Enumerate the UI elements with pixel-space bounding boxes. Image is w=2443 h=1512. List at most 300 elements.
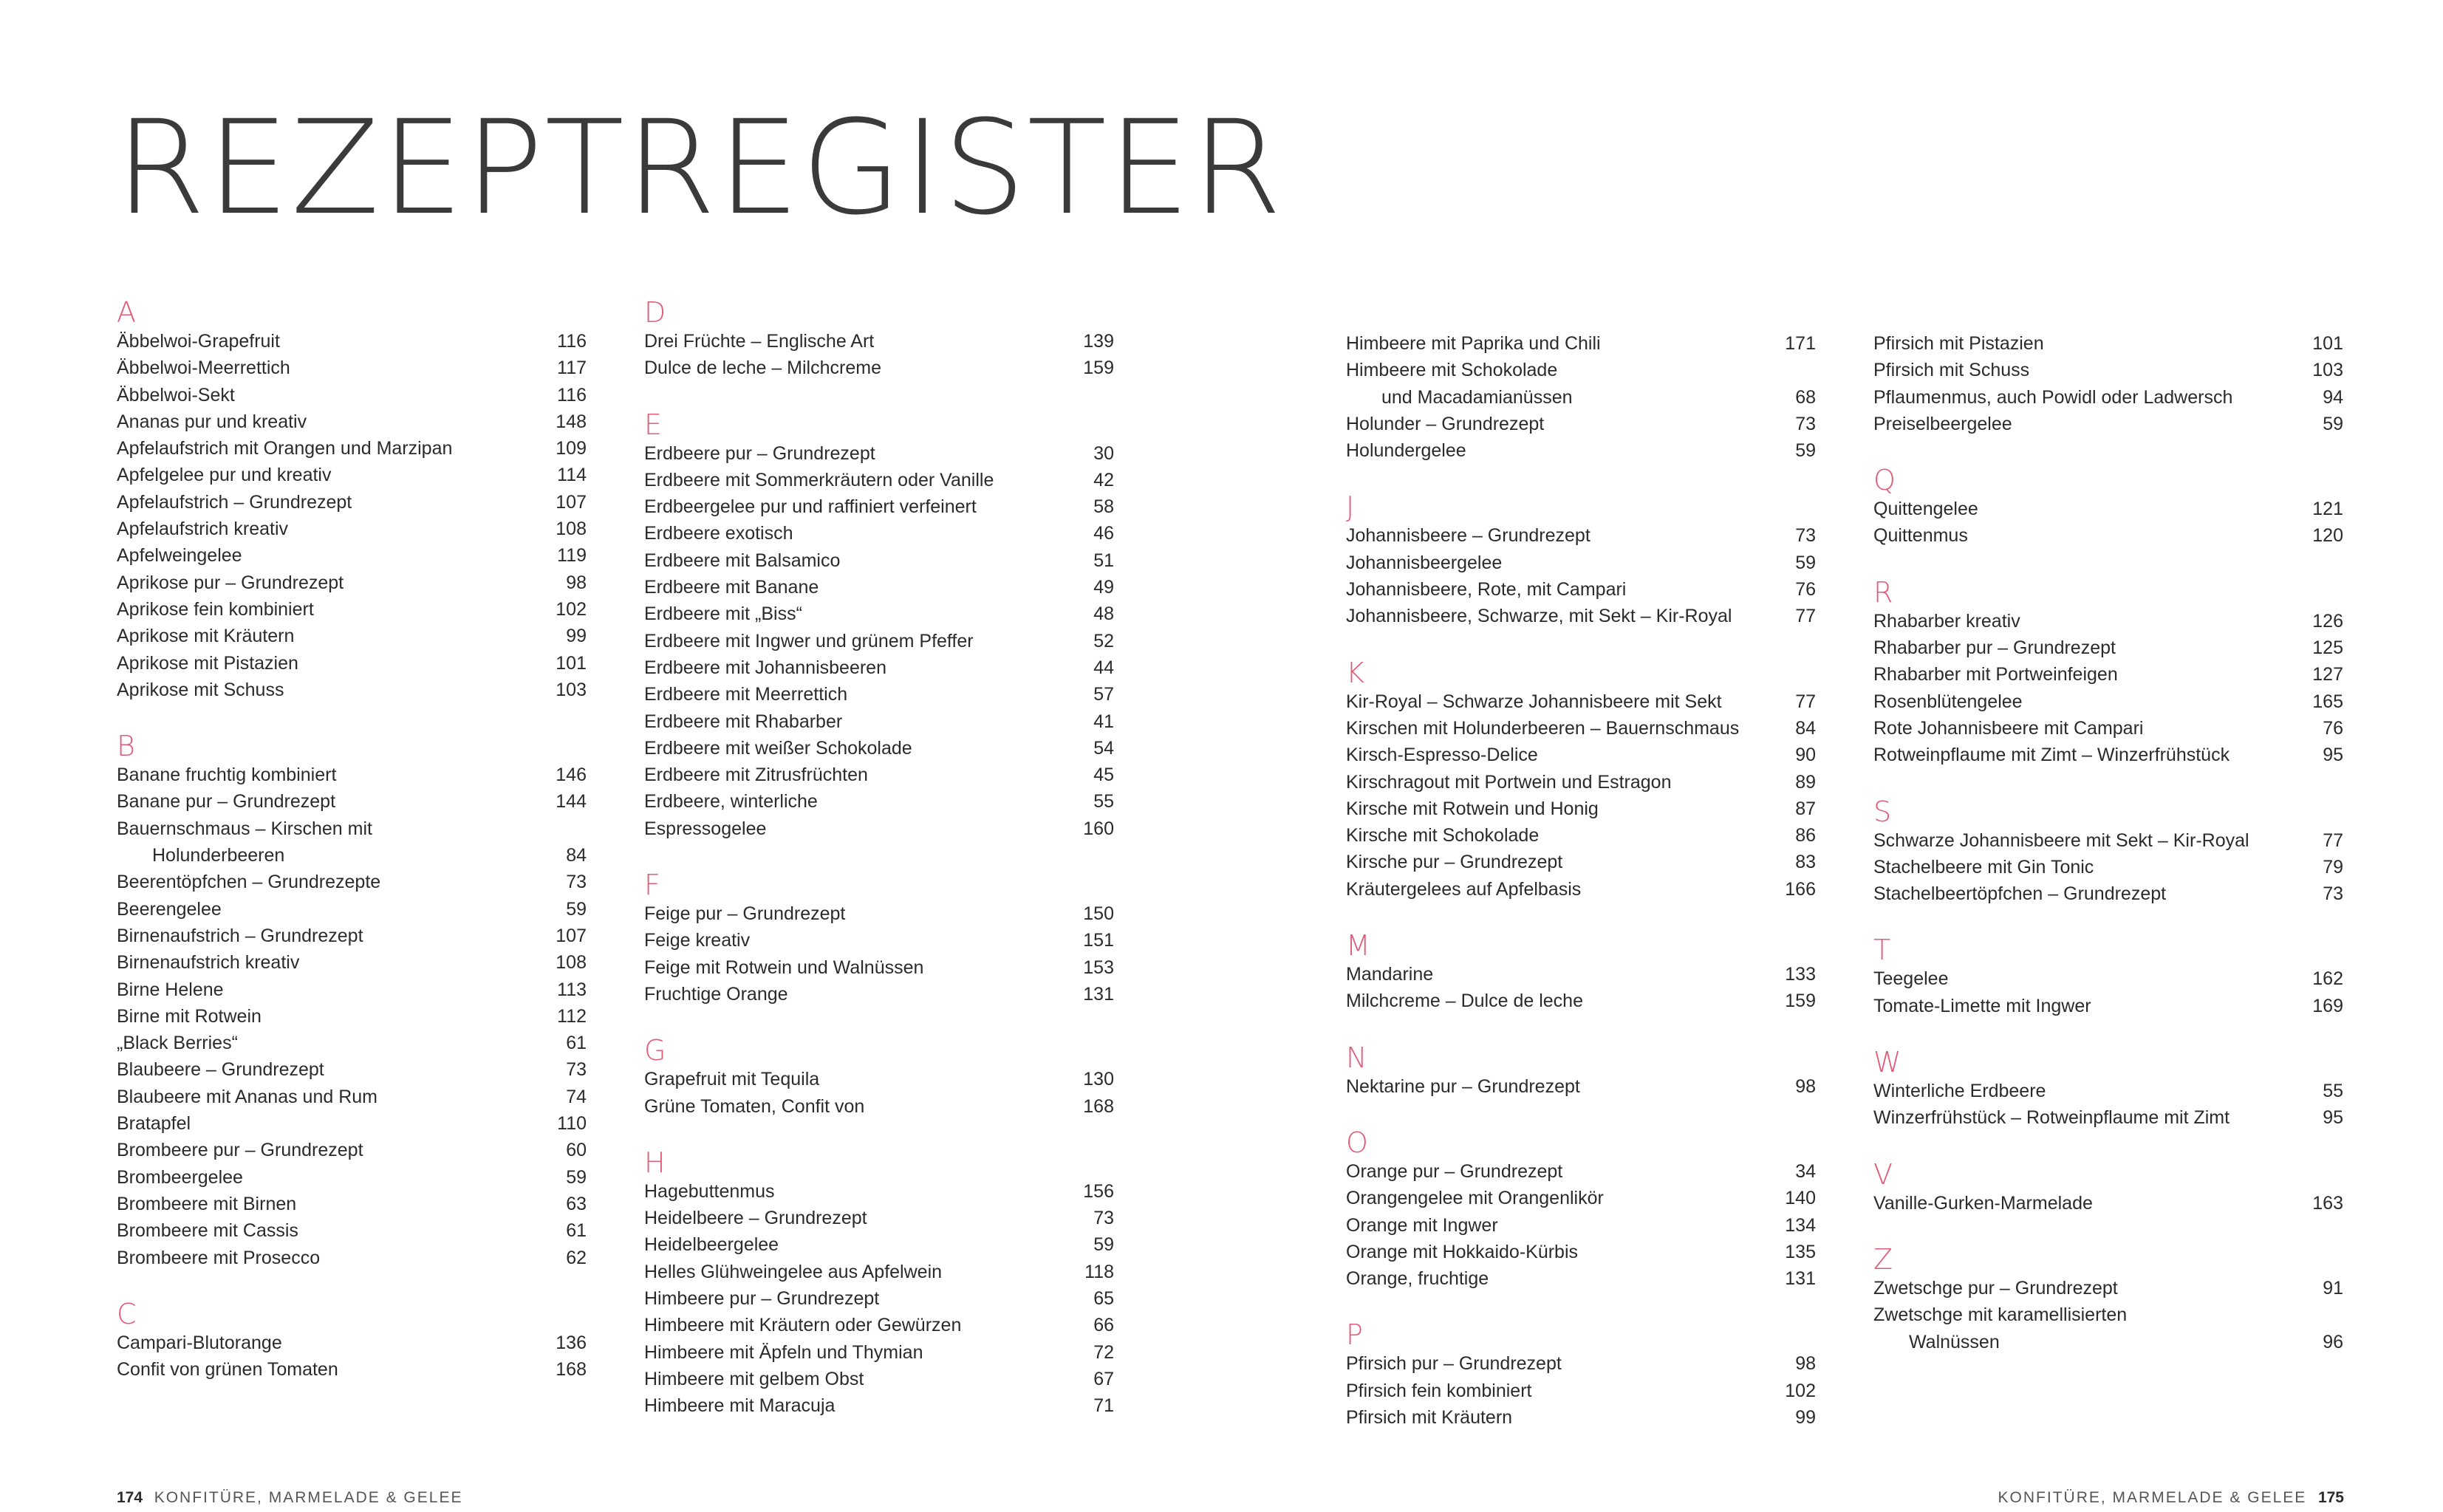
entry-name-wrap [1873,1275,2284,1301]
entry-name: Dulce de leche – Milchcreme [644,358,881,379]
entry-name: Pfirsich mit Pistazien [1873,333,2044,354]
entry-name: Apfelgelee pur und kreativ [117,465,332,486]
entry-name-wrap [644,1339,1055,1366]
entry-name: Rote Johannisbeere mit Campari [1873,717,2144,739]
entry-page-number: 34 [1795,1160,1816,1182]
entry-name: Himbeere mit Äpfeln und Thymian [644,1341,923,1363]
entry-name-wrap [117,923,527,949]
entry-name: Himbeere mit Paprika und Chili [1346,333,1601,354]
entry-page-number: 65 [1093,1288,1114,1310]
entry-name-wrap [117,623,527,649]
entry-name-wrap [117,382,527,408]
entry-name-wrap [1873,661,2284,688]
entry-name-wrap [1346,715,1757,742]
section-letter: H [644,1146,666,1179]
section-letter: A [117,296,136,329]
entry-name: Helles Glühweingelee aus Apfelwein [644,1261,943,1282]
entry-page-number: 83 [1795,852,1816,873]
entry-name-wrap [1873,880,2284,907]
entry-name: Beerentöpfchen – Grundrezepte [117,872,381,893]
index-entry [117,1030,587,1056]
index-entry [117,1356,587,1383]
index-entry [1346,411,1816,437]
entry-name-wrap [644,1231,1055,1258]
entry-name-wrap [117,677,527,703]
section-letter: D [644,296,666,329]
index-section [117,297,587,703]
entry-name: Hagebuttenmus [644,1180,775,1202]
entry-name: Ananas pur und kreativ [117,411,307,432]
entry-page-number: 95 [2323,745,2343,766]
entry-name-wrap [1346,796,1757,822]
entry-page-number: 116 [557,384,587,406]
entry-name-wrap [644,681,1055,708]
entry-name-wrap [644,654,1055,681]
entry-name: Preiselbeergelee [1873,413,2012,434]
entry-page-number: 114 [557,465,587,486]
entry-page-number: 165 [2312,691,2343,712]
entry-name-wrap [1346,1158,1757,1185]
entry-name-wrap [117,815,527,869]
index-entry [117,569,587,596]
entry-name: Schwarze Johannisbeere mit Sekt – Kir-Royal [1873,829,2249,851]
index-entry [1346,796,1816,822]
section-letter: C [117,1297,137,1330]
entry-page-number: 99 [566,626,587,647]
entry-name-wrap [1873,330,2284,357]
entry-name: Kirschen mit Holunderbeeren – Bauernschmaus [1346,717,1740,739]
entry-name-wrap [644,1259,1055,1285]
entry-name: Bauernschmaus – Kirschen mit [117,818,372,839]
entry-name-wrap [1873,411,2284,437]
index-entry [117,762,587,788]
index-entry [117,923,587,949]
entry-name: Johannisbeergelee [1346,552,1503,573]
entry-name-wrap [117,408,527,435]
entry-name-wrap [1346,411,1757,437]
entry-page-number: 57 [1093,684,1114,705]
entry-name: Johannisbeere, Schwarze, mit Sekt – Kir-Royal [1346,606,1732,627]
entry-name-wrap [1346,988,1757,1014]
entry-name: Blaubeere – Grundrezept [117,1059,324,1081]
entry-page-number: 59 [1795,552,1816,573]
entry-name: Birnenaufstrich kreativ [117,952,300,974]
entry-name: Rotweinpflaume mit Zimt – Winzerfrühstück [1873,745,2230,766]
entry-page-number: 74 [566,1086,587,1107]
section-letter: J [1346,490,1355,524]
entry-name: Rosenblütengelee [1873,691,2023,712]
entry-name-wrap [117,1330,527,1356]
index-entry [1873,880,2343,907]
index-entry [1346,769,1816,796]
entry-name-wrap [117,489,527,516]
entry-name: Johannisbeere, Rote, mit Campari [1346,579,1627,601]
entry-page-number: 98 [1795,1353,1816,1375]
index-entry [1873,330,2343,357]
index-entry [644,355,1114,381]
entry-name: Winzerfrühstück – Rotweinpflaume mit Zimt [1873,1107,2230,1129]
entry-name-wrap [117,355,527,381]
entry-page-number: 59 [1795,440,1816,462]
section-letter: F [644,869,660,902]
entry-name-wrap [1346,357,1757,411]
entry-name-wrap [117,1245,527,1271]
entry-name-wrap [644,1366,1055,1392]
entry-name: Rhabarber mit Portweinfeigen [1873,664,2118,685]
entry-page-number: 118 [1084,1261,1114,1282]
entry-name: Stachelbeere mit Gin Tonic [1873,856,2094,878]
entry-page-number: 73 [566,1059,587,1081]
entry-name: Pflaumenmus, auch Powidl oder Ladwersch [1873,386,2233,408]
entry-name-continuation: und Macadamianüssen [1381,386,1573,408]
index-entry [644,954,1114,981]
index-entry [644,981,1114,1008]
index-entry [1873,1275,2343,1301]
index-entry [644,1093,1114,1120]
entry-name-wrap [644,1312,1055,1338]
index-entry [117,650,587,677]
entry-page-number: 133 [1785,964,1816,985]
entry-page-number: 58 [1093,496,1114,518]
index-entry [1346,1350,1816,1377]
section-letter: V [1873,1157,1893,1191]
entry-name-wrap [117,516,527,542]
entry-page-number: 41 [1093,711,1114,732]
entry-name-wrap [117,542,527,569]
entry-name: Beerengelee [117,898,222,920]
entry-name-wrap [644,735,1055,762]
entry-name-wrap [1346,1073,1757,1100]
entry-name-wrap [1346,330,1757,357]
entry-name-wrap [117,328,527,355]
index-column-1 [117,297,587,1410]
entry-page-number: 51 [1093,550,1114,571]
entry-page-number: 156 [1083,1180,1114,1202]
entry-page-number: 110 [557,1113,587,1135]
index-section [1346,657,1816,903]
entry-name: Confit von grünen Tomaten [117,1359,338,1381]
entry-name: Vanille-Gurken-Marmelade [1873,1192,2093,1214]
index-section [644,409,1114,842]
entry-name-wrap [1873,1190,2284,1217]
index-entry [644,328,1114,355]
entry-page-number: 96 [2323,1331,2343,1352]
entry-page-number: 130 [1083,1069,1114,1090]
index-entry [1346,603,1816,629]
section-letter: R [1873,575,1893,609]
entry-name: „Black Berries“ [117,1033,238,1054]
entry-name-wrap [644,355,1055,381]
entry-name: Birnenaufstrich – Grundrezept [117,925,363,946]
entry-name-wrap [644,328,1055,355]
entry-name-wrap [117,435,527,462]
footer-left [117,1489,462,1507]
entry-name: Holunder – Grundrezept [1346,413,1545,434]
index-entry [1873,1104,2343,1131]
entry-name: Drei Früchte – Englische Art [644,331,875,352]
entry-page-number: 162 [2312,968,2343,990]
index-entry [644,681,1114,708]
index-entry [644,1312,1114,1338]
entry-name: Kräutergelees auf Apfelbasis [1346,878,1582,900]
page-title: REZEPTREGISTER [115,92,1284,244]
index-entry [644,1178,1114,1205]
index-entry [644,708,1114,735]
index-entry [117,382,587,408]
index-entry [1346,988,1816,1014]
index-entry [117,1084,587,1110]
entry-page-number: 135 [1785,1241,1816,1262]
entry-name: Himbeere pur – Grundrezept [644,1288,880,1310]
entry-page-number: 77 [1795,691,1816,712]
entry-name-wrap [1873,827,2284,854]
entry-name: Stachelbeertöpfchen – Grundrezept [1873,883,2167,905]
entry-page-number: 113 [557,979,587,1000]
entry-name-wrap [644,788,1055,815]
entry-name-continuation: Walnüssen [1909,1331,2000,1352]
entry-name-wrap [117,569,527,596]
entry-name-wrap [1873,688,2284,715]
index-entry [644,547,1114,574]
entry-page-number: 127 [2312,664,2343,685]
entry-name-wrap [1346,1185,1757,1211]
index-entry [1873,661,2343,688]
entry-name: Äbbelwoi-Sekt [117,384,235,406]
index-entry [1873,827,2343,854]
index-entry [117,949,587,976]
entry-name: Erdbeere, winterliche [644,791,818,813]
entry-page-number: 131 [1083,983,1114,1005]
index-entry [1873,993,2343,1019]
entry-name: Himbeere mit Kräutern oder Gewürzen [644,1315,962,1336]
entry-name-wrap [1873,854,2284,880]
index-entry [1873,715,2343,742]
index-entry [644,1366,1114,1392]
entry-page-number: 101 [556,652,587,674]
index-entry [1873,411,2343,437]
entry-page-number: 45 [1093,764,1114,786]
entry-page-number: 151 [1083,930,1114,951]
entry-name-wrap [117,1030,527,1056]
entry-page-number: 59 [566,1166,587,1188]
entry-name-wrap [644,493,1055,520]
index-section [1346,491,1816,629]
index-entry [117,869,587,895]
entry-page-number: 139 [1083,331,1114,352]
entry-page-number: 55 [2323,1081,2343,1102]
entry-page-number: 144 [556,791,587,813]
entry-name-wrap [117,949,527,976]
entry-name-wrap [644,467,1055,493]
entry-name-wrap [1346,1378,1757,1404]
entry-name-wrap [1346,822,1757,849]
entry-page-number: 59 [1093,1234,1114,1256]
index-entry [117,896,587,923]
entry-name-wrap [117,869,527,895]
entry-name: Orange mit Ingwer [1346,1214,1498,1236]
entry-name: Erdbeere mit Johannisbeeren [644,657,886,678]
entry-page-number: 61 [566,1033,587,1054]
index-column-2 [644,297,1114,1447]
section-letter: T [1873,934,1891,967]
entry-name: Äbbelwoi-Meerrettich [117,358,290,379]
section-letter: M [1346,929,1370,962]
entry-name-wrap [117,1356,527,1383]
entry-name-wrap [644,1205,1055,1231]
index-entry [644,927,1114,954]
entry-name-wrap [117,1191,527,1217]
entry-name: Brombeere pur – Grundrezept [117,1140,363,1161]
section-letter: W [1873,1046,1902,1079]
section-letter: N [1346,1041,1367,1074]
entry-name: Orange, fruchtige [1346,1268,1489,1290]
entry-page-number: 77 [2323,829,2343,851]
entry-page-number: 103 [556,679,587,700]
entry-page-number: 126 [2312,610,2343,632]
index-section [1346,330,1816,464]
entry-name-wrap [644,1285,1055,1312]
entry-name: Apfelaufstrich kreativ [117,519,289,540]
entry-name: Zwetschge mit karamellisierten [1873,1304,2128,1326]
entry-page-number: 150 [1083,903,1114,925]
entry-name: Erdbeergelee pur und raffiniert verfeinert [644,496,977,518]
entry-name-wrap [644,547,1055,574]
entry-name-wrap [117,788,527,815]
section-letter: B [117,730,135,763]
entry-page-number: 109 [556,438,587,459]
page-number-right: 175 [2317,1489,2344,1506]
index-entry [117,542,587,569]
index-entry [644,1285,1114,1312]
index-entry [1873,1190,2343,1217]
entry-page-number: 59 [2323,413,2343,434]
entry-name-wrap [1873,357,2284,383]
entry-name: Birne mit Rotwein [117,1005,262,1027]
entry-name-wrap [1346,769,1757,796]
index-entry [1346,330,1816,357]
index-entry [1346,1073,1816,1100]
entry-name-wrap [1346,1265,1757,1292]
entry-name-wrap [1873,1301,2284,1355]
entry-name-wrap [1346,961,1757,988]
entry-page-number: 125 [2312,637,2343,659]
entry-page-number: 148 [556,411,587,432]
entry-name-wrap [1346,603,1757,629]
entry-page-number: 120 [2312,525,2343,547]
entry-page-number: 103 [2312,360,2343,381]
entry-name-wrap [117,976,527,1003]
index-entry [644,1066,1114,1092]
entry-name: Feige mit Rotwein und Walnüssen [644,957,924,978]
entry-name-wrap [1346,550,1757,576]
entry-name: Birne Helene [117,979,224,1000]
index-entry [644,1205,1114,1231]
index-entry [117,815,587,869]
index-entry [1346,876,1816,903]
entry-page-number: 30 [1093,442,1114,464]
entry-name: Nektarine pur – Grundrezept [1346,1075,1580,1097]
entry-page-number: 168 [556,1359,587,1381]
entry-name: Erdbeere mit Balsamico [644,550,841,571]
entry-page-number: 134 [1785,1214,1816,1236]
entry-name: Erdbeere mit Sommerkräutern oder Vanille [644,469,994,490]
entry-name: Erdbeere mit Rhabarber [644,711,843,732]
entry-page-number: 171 [1785,333,1816,354]
entry-name: Feige pur – Grundrezept [644,903,846,925]
entry-page-number: 73 [1093,1208,1114,1229]
entry-name: Kirsche mit Rotwein und Honig [1346,798,1599,819]
entry-name: Tomate-Limette mit Ingwer [1873,995,2091,1016]
entry-name-wrap [1873,965,2284,992]
index-entry [644,1231,1114,1258]
entry-name: Erdbeere exotisch [644,523,793,544]
entry-name: Campari-Blutorange [117,1332,282,1353]
entry-name: Grapefruit mit Tequila [644,1069,820,1090]
entry-name-wrap [1873,1078,2284,1104]
entry-name: Erdbeere mit Zitrusfrüchten [644,764,868,786]
entry-name-wrap [117,1110,527,1137]
index-entry [644,1392,1114,1419]
entry-name: Feige kreativ [644,930,751,951]
entry-name: Orangengelee mit Orangenlikör [1346,1188,1604,1209]
entry-name: Bratapfel [117,1113,191,1135]
entry-page-number: 42 [1093,469,1114,490]
index-entry [1346,357,1816,411]
entry-name-wrap [1346,1350,1757,1377]
footer-left-text: KONFITÜRE, MARMELADE & GELEE [154,1489,463,1506]
entry-page-number: 79 [2323,856,2343,878]
section-letter: G [644,1034,666,1067]
index-section [1873,1159,2343,1217]
entry-name-wrap [1346,1404,1757,1431]
index-entry [644,900,1114,927]
entry-page-number: 131 [1785,1268,1816,1290]
entry-name: Rhabarber pur – Grundrezept [1873,637,2116,659]
entry-name: Milchcreme – Dulce de leche [1346,991,1583,1012]
index-entry [1873,742,2343,768]
entry-page-number: 84 [1795,717,1816,739]
entry-name: Pfirsich fein kombiniert [1346,1380,1532,1401]
index-entry [117,489,587,516]
entry-name-wrap [117,1056,527,1083]
index-section [1873,796,2343,908]
entry-name-wrap [117,1137,527,1163]
entry-name-wrap [1873,384,2284,411]
entry-name-wrap [644,954,1055,981]
entry-name-wrap [1346,688,1757,715]
entry-name-wrap [1873,715,2284,742]
section-letter: Z [1873,1242,1893,1276]
entry-name: Aprikose pur – Grundrezept [117,572,344,593]
entry-name-wrap [117,462,527,488]
entry-name-wrap [644,927,1055,954]
entry-name-wrap [117,762,527,788]
entry-name: Teegelee [1873,968,1949,990]
entry-page-number: 95 [2323,1107,2343,1129]
entry-name-wrap [644,981,1055,1008]
entry-name: Brombeere mit Birnen [117,1193,297,1214]
index-section [117,731,587,1271]
entry-page-number: 71 [1093,1395,1114,1417]
entry-name: Himbeere mit Maracuja [644,1395,836,1417]
entry-name: Orange mit Hokkaido-Kürbis [1346,1241,1579,1262]
index-section [1346,1319,1816,1431]
entry-page-number: 153 [1083,957,1114,978]
entry-name: Blaubeere mit Ananas und Rum [117,1086,377,1107]
entry-name: Äbbelwoi-Grapefruit [117,331,280,352]
entry-name: Erdbeere mit Ingwer und grünem Pfeffer [644,630,974,651]
index-entry [644,815,1114,842]
